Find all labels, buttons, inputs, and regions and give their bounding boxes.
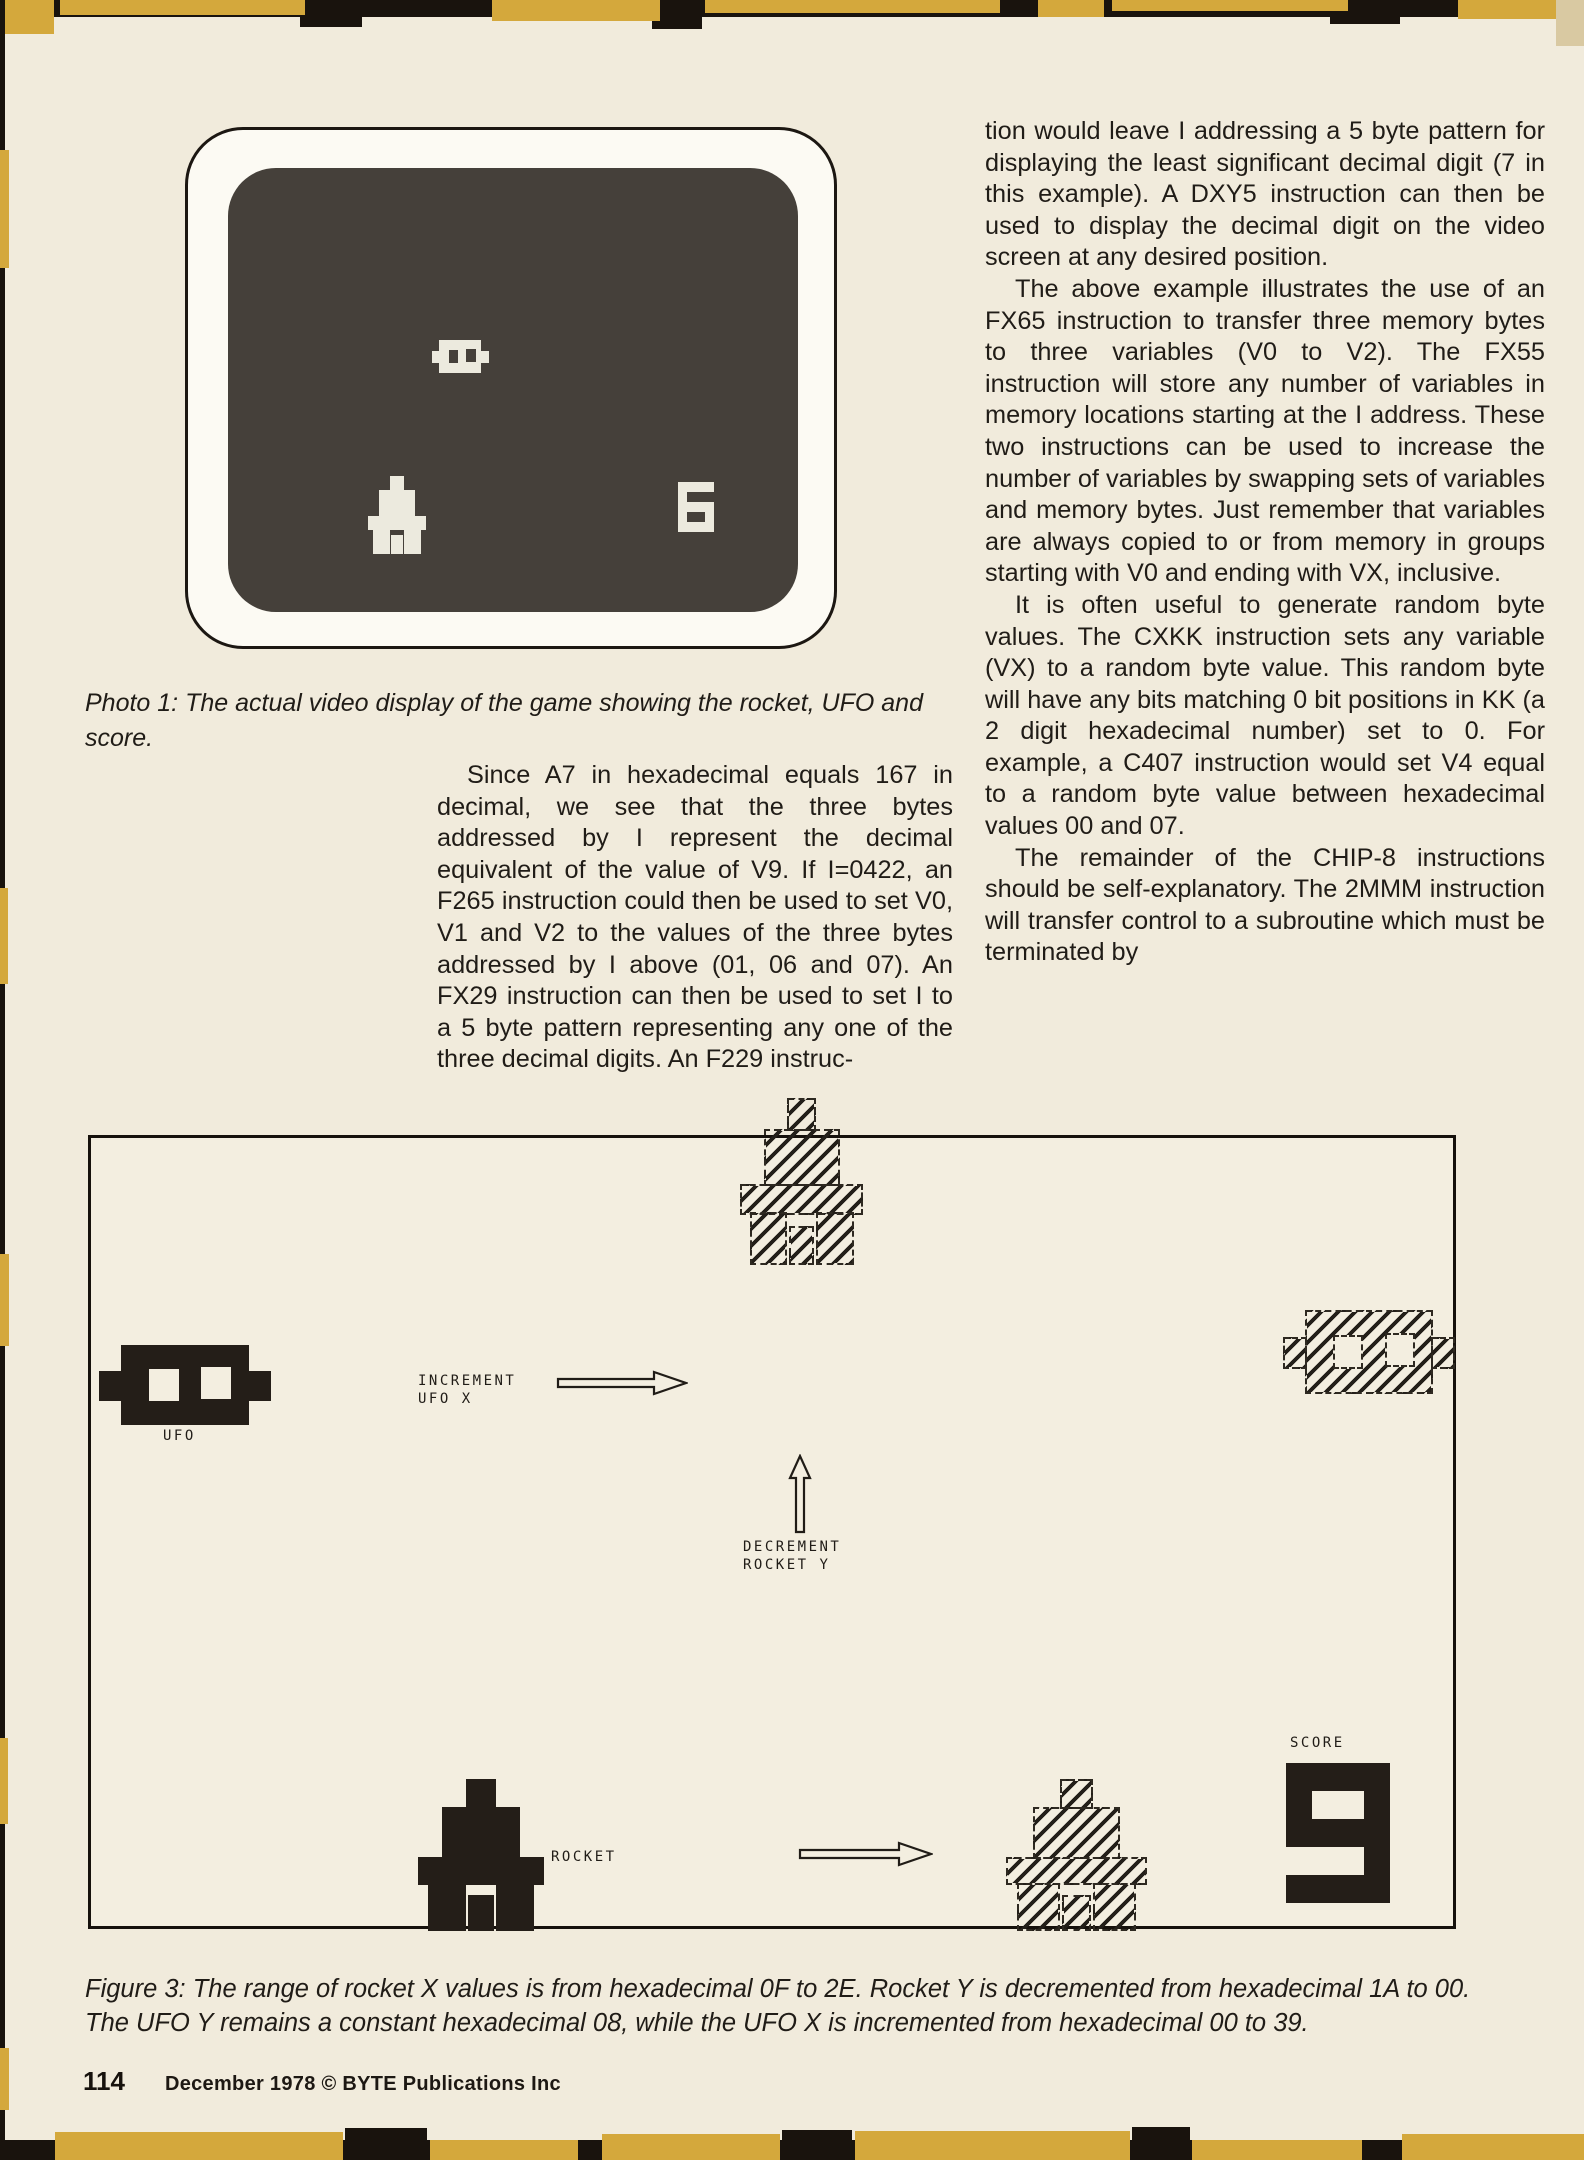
figure3-diagram — [88, 1135, 1456, 1929]
page-number: 114 — [83, 2066, 125, 2096]
footer-text: December 1978 © BYTE Publications Inc — [164, 2073, 561, 2095]
crt-monitor-bezel — [185, 127, 837, 649]
edge-patch — [1132, 2127, 1190, 2160]
edge-patch — [492, 0, 660, 21]
decrement-label-line1: DECREMENT — [743, 1539, 842, 1555]
photo1-caption: Photo 1: The actual video display of the game showing the rocket, UFO and score. — [85, 689, 923, 752]
right-text-column — [985, 116, 1545, 969]
increment-label-line1: INCREMENT — [418, 1373, 517, 1389]
edge-patch — [430, 2140, 578, 2160]
rocket-move-arrow-icon — [798, 1841, 933, 1867]
screen-rocket-sprite — [368, 476, 426, 554]
increment-arrow-icon — [556, 1370, 688, 1396]
score-digit — [1286, 1763, 1390, 1903]
edge-patch — [0, 1254, 9, 1346]
decrement-label-line2: ROCKET Y — [743, 1557, 831, 1573]
increment-ufo-x-label — [418, 1372, 516, 1408]
rocket-sprite — [418, 1779, 544, 1931]
edge-patch — [1556, 0, 1584, 46]
screen-score-digit — [678, 482, 714, 532]
edge-patch — [0, 1738, 8, 1824]
paragraph: The above example illustrates the use of an FX65 instruction to transfer three memory bytes to three variables (V0 to V2). The FX55 instruction will store any number of variables in memory locations starting at the I address. These two instructions can be used to increase the number of variables by swapping sets of variables and memory bytes. Just remember that variables are always copied to or from memory in groups starting with V0 and ending with VX, inclusive. — [985, 274, 1545, 588]
edge-patch — [345, 2128, 427, 2160]
paragraph: It is often useful to generate random byte values. The CXKK instruction sets any variable (VX) to a random byte value. This random byte will have any bits matching 0 bit positions in KK (a 2 digit hexadecimal number) set to 0. For example, a C407 instruction would set V4 equal to a random byte value between hexadecimal values 00 and 07. — [985, 590, 1545, 841]
crt-screen — [228, 168, 798, 612]
paragraph: tion would leave I addressing a 5 byte pattern for displaying the least significant decimal digit (7 in this example). A DXY5 instruction can then be used to display the decimal digit on the video screen at any desired position. — [985, 117, 1545, 272]
edge-patch — [55, 2132, 343, 2160]
edge-patch — [0, 2048, 9, 2110]
score-label: SCORE — [1290, 1735, 1345, 1751]
edge-patch — [1038, 0, 1104, 17]
edge-strip-left — [0, 0, 5, 2160]
edge-patch — [1112, 0, 1348, 11]
edge-patch — [782, 2130, 852, 2160]
paragraph: The remainder of the CHIP-8 instructions should be self-explanatory. The 2MMM instruction will transfer control to a subroutine which must be terminated by — [985, 843, 1545, 967]
edge-patch — [0, 150, 9, 268]
edge-patch — [60, 0, 305, 15]
decrement-arrow-icon — [788, 1454, 812, 1534]
ufo-label: UFO — [163, 1428, 196, 1444]
page-footer — [83, 2066, 561, 2097]
edge-patch — [300, 0, 362, 27]
rocket-label: ROCKET — [551, 1849, 617, 1865]
decrement-rocket-y-label — [743, 1538, 841, 1574]
ufo-sprite-dashed — [1283, 1310, 1455, 1394]
edge-patch — [1402, 2134, 1584, 2160]
edge-patch — [0, 888, 8, 984]
edge-patch — [705, 0, 1000, 13]
paragraph: Since A7 in hexadecimal equals 167 in decimal, we see that the three bytes addressed by I represent the decimal equivalent of the value of V9. If I=0422, an F265 instruction could then be used to set V0, V1 and V2 to the values of the three bytes addressed by I above (01, 06 and 07). An FX29 instruction can then be used to set I to a 5 byte pattern representing any one of the three decimal digits. An F229 instruc- — [437, 761, 953, 1074]
rocket-sprite-dashed-top — [740, 1098, 863, 1265]
increment-label-line2: UFO X — [418, 1391, 473, 1407]
figure3-caption: Figure 3: The range of rocket X values is from hexadecimal 0F to 2E. Rocket Y is decremented from hexadecimal 1A to 00. The UFO Y remains a constant hexadecimal 08, while the UFO X is incremented from hexadecimal 00 to 39. — [85, 1975, 1471, 2037]
edge-patch — [602, 2134, 780, 2160]
left-text-column — [437, 760, 953, 1076]
rocket-sprite-dashed-bottom — [1006, 1779, 1147, 1931]
edge-patch — [1192, 2140, 1362, 2160]
edge-patch — [0, 0, 54, 34]
ufo-sprite — [99, 1345, 271, 1425]
screen-ufo-sprite — [432, 340, 489, 373]
edge-patch — [855, 2131, 1130, 2160]
